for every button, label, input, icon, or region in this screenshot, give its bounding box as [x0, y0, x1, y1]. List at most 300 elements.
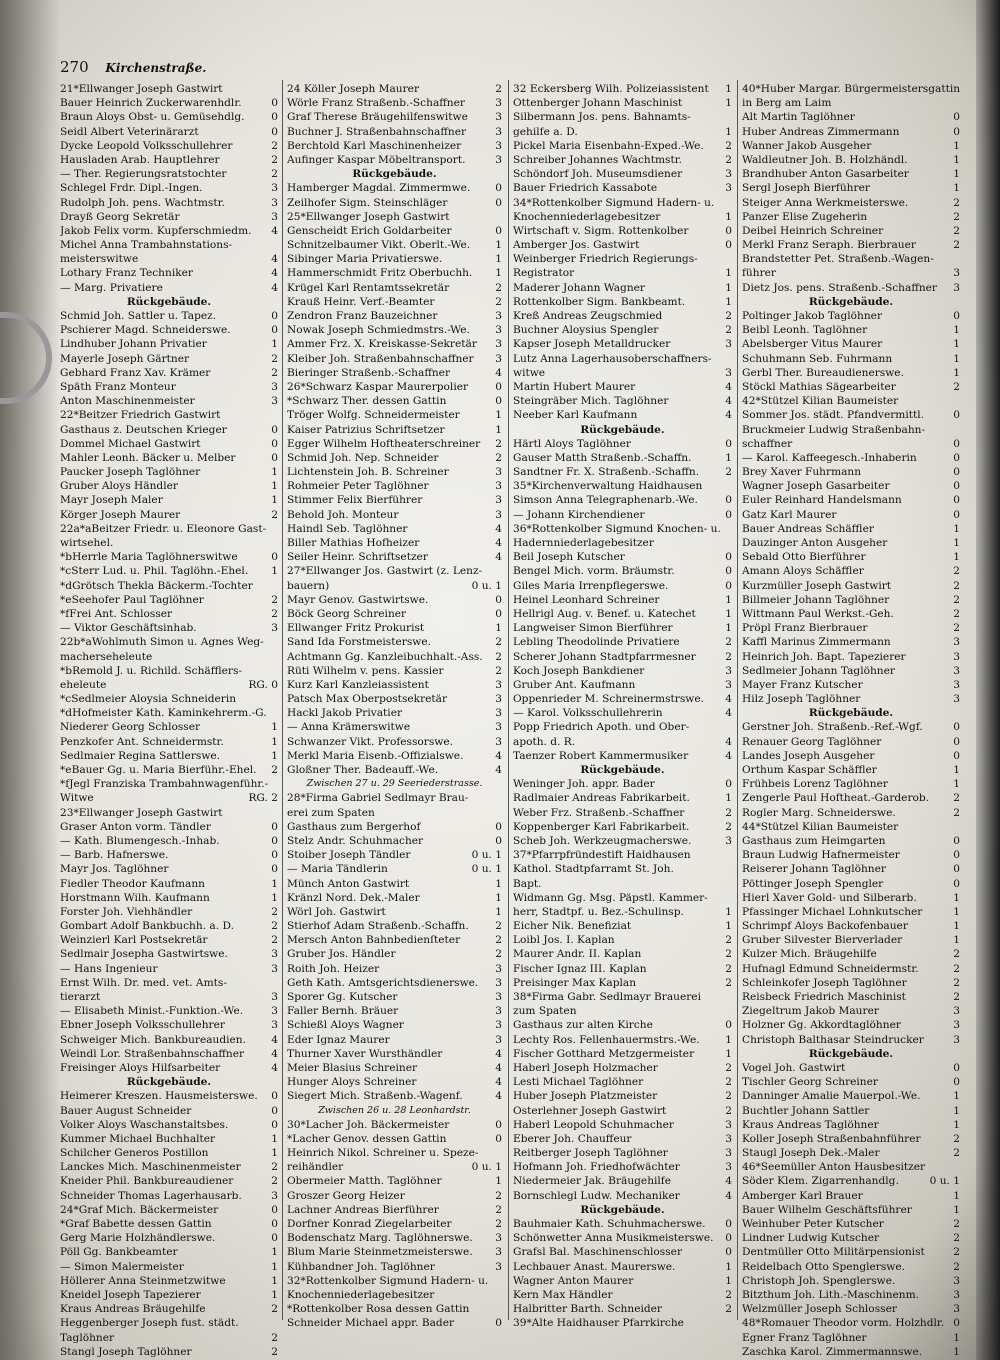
directory-entry — [742, 962, 960, 976]
floor-number: 1 — [725, 451, 732, 464]
entry-text: witwe — [513, 366, 546, 379]
entry-text: Seidl Albert Veterinärarzt — [60, 125, 199, 138]
entry-text: Hunger Aloys Schreiner — [287, 1076, 417, 1089]
directory-entry — [513, 1075, 732, 1089]
directory-entry — [60, 266, 278, 280]
entry-text: 22a*aBeitzer Friedr. u. Eleonore Gast- — [60, 522, 267, 535]
entry-text: 25*Ellwanger Joseph Gastwirt — [287, 210, 450, 223]
directory-entry — [287, 96, 502, 110]
floor-number: 2 — [953, 976, 960, 989]
floor-number: 0 — [953, 508, 960, 521]
floor-number: 4 — [271, 1047, 278, 1060]
entry-text: Kaiser Patrizius Schriftsetzer — [287, 423, 445, 436]
directory-entry — [60, 323, 278, 337]
floor-number: 2 — [271, 1303, 278, 1316]
directory-entry — [60, 564, 278, 578]
directory-entry — [513, 1033, 732, 1047]
floor-number: 2 — [271, 905, 278, 918]
entry-text: Beibl Leonh. Taglöhner — [742, 324, 868, 337]
floor-number: 4 — [725, 693, 732, 706]
directory-entry — [742, 1217, 960, 1231]
floor-number: 3 — [953, 664, 960, 677]
directory-entry — [742, 692, 960, 706]
directory-entry — [60, 1245, 278, 1259]
entry-text: Jakob Felix vorm. Kupferschmiedm. — [60, 224, 252, 237]
entry-text: führer — [742, 267, 776, 280]
directory-entry — [513, 210, 732, 224]
floor-number: 2 — [953, 593, 960, 606]
floor-number: 2 — [495, 636, 502, 649]
directory-entry — [513, 664, 732, 678]
floor-number: 1 — [725, 920, 732, 933]
directory-entry — [60, 579, 278, 593]
directory-entry — [513, 437, 732, 451]
floor-number: 3 — [953, 693, 960, 706]
floor-number: 2 — [495, 664, 502, 677]
entry-text: Eder Ignaz Maurer — [287, 1033, 390, 1046]
directory-entry — [287, 692, 502, 706]
directory-entry — [513, 337, 732, 351]
directory-entry — [60, 919, 278, 933]
floor-number: 1 — [271, 466, 278, 479]
floor-number: 2 — [725, 1303, 732, 1316]
entry-text: Bitzthum Joh. Lith.-Maschinenm. — [742, 1288, 920, 1301]
directory-entry — [513, 110, 732, 124]
floor-number: 2 — [725, 820, 732, 833]
floor-number: 3 — [495, 962, 502, 975]
directory-entry — [60, 1260, 278, 1274]
directory-entry — [60, 153, 278, 167]
entry-text: meisterswitwe — [60, 253, 139, 266]
floor-number: 0 u. 1 — [471, 849, 502, 862]
floor-number: 1 — [953, 324, 960, 337]
floor-number: 1 — [953, 168, 960, 181]
floor-number: 4 — [495, 1076, 502, 1089]
directory-entry — [742, 720, 960, 734]
entry-text: bauern) — [287, 579, 330, 592]
entry-text: Pröpl Franz Bierbrauer — [742, 622, 868, 635]
floor-number: 2 — [953, 210, 960, 223]
floor-number: 2 — [953, 579, 960, 592]
entry-text: Biller Mathias Hofheizer — [287, 537, 420, 549]
entry-text: Lanckes Mich. Maschinenmeister — [60, 1161, 241, 1174]
directory-entry — [742, 309, 960, 323]
directory-entry — [60, 933, 278, 947]
floor-number: 4 — [725, 380, 732, 393]
entry-text: Kneidel Joseph Tapezierer — [60, 1288, 201, 1301]
floor-number: 1 — [495, 423, 502, 436]
directory-entry — [513, 224, 732, 238]
directory-entry — [742, 153, 960, 167]
floor-number: 1 — [953, 778, 960, 791]
directory-entry — [60, 621, 278, 635]
floor-number: 1 — [725, 97, 732, 110]
directory-entry — [513, 323, 732, 337]
entry-text: 44*Stützel Kilian Baumeister — [742, 820, 899, 833]
entry-text: Schrimpf Aloys Backofenbauer — [742, 920, 908, 933]
directory-entry — [513, 777, 732, 791]
entry-text: Späth Franz Monteur — [60, 380, 176, 393]
entry-text: Hammerschmidt Fritz Oberbuchh. — [287, 267, 473, 280]
floor-number: 2 — [495, 1218, 502, 1230]
entry-text: Sedlmaier Regina Sattlerswe. — [60, 749, 221, 762]
directory-entry — [60, 862, 278, 876]
directory-entry — [513, 139, 732, 153]
entry-text: Popp Friedrich Apoth. und Ober- — [513, 721, 690, 734]
directory-entry — [60, 252, 278, 266]
entry-text: — Hans Ingenieur — [60, 962, 158, 975]
directory-entry — [287, 224, 502, 238]
directory-entry — [60, 664, 278, 678]
floor-number: 2 — [953, 224, 960, 237]
directory-entry — [60, 550, 278, 564]
directory-entry — [287, 82, 502, 96]
floor-number: 2 — [725, 310, 732, 322]
entry-text: Koppenberger Karl Fabrikarbeit. — [513, 820, 690, 833]
entry-text: Gasthaus zur alten Kirche — [513, 1019, 653, 1032]
entry-text: Rückgebäude. — [808, 707, 894, 720]
directory-entry — [287, 678, 502, 692]
floor-number: 3 — [495, 139, 502, 152]
floor-number: 0 — [271, 437, 278, 450]
directory-entry — [513, 238, 732, 252]
entry-text: Dorfner Konrad Ziegelarbeiter — [287, 1218, 452, 1230]
entry-text: Bauer Heinrich Zuckerwarenhdlr. — [60, 97, 242, 110]
floor-number: RG. 2 — [248, 792, 278, 805]
entry-text: Kaffl Marinus Zimmermann — [742, 636, 891, 649]
directory-entry — [287, 408, 502, 422]
directory-entry — [742, 479, 960, 493]
floor-number: 2 — [495, 437, 502, 450]
entry-text: Sommer Jos. städt. Pfandvermittl. — [742, 409, 924, 422]
directory-entry — [60, 536, 278, 550]
directory-entry — [513, 1260, 732, 1274]
directory-entry — [287, 550, 502, 564]
floor-number: 1 — [495, 267, 502, 280]
floor-number: 2 — [271, 366, 278, 379]
directory-entry — [742, 1018, 960, 1032]
floor-number: 2 — [953, 565, 960, 578]
floor-number: 3 — [725, 1161, 732, 1174]
directory-entry — [513, 749, 732, 763]
floor-number: 3 — [495, 153, 502, 166]
directory-entry — [287, 962, 502, 976]
entry-text: Bodenschatz Marg. Taglöhnerswe. — [287, 1232, 473, 1245]
entry-text: Billmeier Johann Taglöhner — [742, 593, 890, 606]
directory-entry — [742, 763, 960, 777]
column-divider — [737, 80, 738, 1320]
entry-text: *eBauer Gg. u. Maria Bierführ.-Ehel. — [60, 764, 257, 776]
entry-text: Frühbeis Lorenz Taglöhner — [742, 778, 888, 791]
entry-text: Zwischen 26 u. 28 Leonhardstr. — [318, 1104, 471, 1116]
entry-text: herr, Stadtpf. u. Bez.-Schulinsp. — [513, 905, 684, 918]
directory-entry — [60, 763, 278, 777]
entry-text: Nowak Joseph Schmiedmstrs.-We. — [287, 324, 470, 337]
directory-entry — [287, 508, 502, 522]
entry-text: Schöndorf Joh. Museumsdiener — [513, 168, 683, 181]
floor-number: 2 — [271, 764, 278, 776]
floor-number: 1 — [953, 920, 960, 933]
directory-entry — [513, 394, 732, 408]
floor-number: 3 — [495, 721, 502, 734]
floor-number: 3 — [495, 693, 502, 706]
floor-number: 0 — [953, 1317, 960, 1330]
entry-text: Vogel Joh. Gastwirt — [742, 1061, 846, 1074]
entry-text: Registrator — [513, 267, 575, 280]
directory-entry — [60, 167, 278, 181]
directory-entry — [513, 1104, 732, 1118]
floor-number: 0 — [271, 863, 278, 876]
floor-number: 1 — [495, 1175, 502, 1188]
entry-text: Lutz Anna Lagerhausoberschaffners- — [513, 352, 712, 365]
directory-entry — [287, 706, 502, 720]
column-3 — [513, 82, 732, 1331]
entry-text: 27*Ellwanger Jos. Gastwirt (z. Lenz- — [287, 565, 483, 578]
directory-entry — [742, 1146, 960, 1160]
floor-number: 4 — [495, 537, 502, 549]
entry-text: Zwischen 27 u. 29 Seeriederstrasse. — [306, 778, 483, 790]
floor-number: 2 — [953, 1232, 960, 1245]
directory-entry — [742, 1132, 960, 1146]
directory-entry — [742, 1075, 960, 1089]
entry-text: Sandtner Fr. X. Straßenb.-Schaffn. — [513, 466, 700, 479]
directory-entry — [513, 295, 732, 309]
floor-number: 3 — [953, 1033, 960, 1046]
entry-text: *Graf Babette dessen Gattin — [60, 1218, 212, 1230]
floor-number: 2 — [495, 1189, 502, 1202]
directory-entry — [60, 125, 278, 139]
directory-entry — [513, 1132, 732, 1146]
entry-text: Achtmann Gg. Kanzleibuchhalt.-Ass. — [287, 650, 483, 663]
entry-text: Huber Joseph Platzmeister — [513, 1090, 658, 1103]
directory-entry — [287, 423, 502, 437]
floor-number: 3 — [953, 636, 960, 649]
directory-entry — [60, 735, 278, 749]
directory-entry — [513, 493, 732, 507]
directory-entry — [287, 1189, 502, 1203]
directory-entry — [60, 96, 278, 110]
floor-number: 3 — [495, 324, 502, 337]
entry-text: Ottenberger Johann Maschinist — [513, 97, 683, 110]
entry-text: Körger Joseph Maurer — [60, 508, 181, 521]
floor-number: 0 — [495, 1118, 502, 1131]
directory-entry — [60, 309, 278, 323]
column-4 — [742, 82, 960, 1359]
directory-entry — [742, 437, 960, 451]
entry-text: Eicher Nik. Benefiziat — [513, 920, 632, 933]
floor-number: 3 — [495, 976, 502, 989]
floor-number: 3 — [271, 1005, 278, 1018]
entry-text: Haindl Seb. Taglöhner — [287, 522, 408, 535]
floor-number: 0 — [271, 423, 278, 436]
directory-entry — [742, 905, 960, 919]
entry-text: Paucker Joseph Taglöhner — [60, 466, 201, 479]
directory-entry — [742, 1118, 960, 1132]
directory-entry — [742, 196, 960, 210]
directory-entry — [513, 522, 732, 536]
floor-number: 2 — [725, 324, 732, 337]
entry-text: Stangl Joseph Taglöhner — [60, 1345, 192, 1358]
floor-number: 0 — [725, 1246, 732, 1259]
directory-entry — [60, 791, 278, 805]
directory-entry — [287, 621, 502, 635]
floor-number: 2 — [271, 153, 278, 166]
floor-number: 3 — [953, 1288, 960, 1301]
directory-entry — [513, 366, 732, 380]
entry-text: Holzner Gg. Akkordtaglöhner — [742, 1019, 901, 1032]
floor-number: 0 — [953, 494, 960, 507]
floor-number: 3 — [725, 338, 732, 351]
street-note — [287, 1104, 502, 1118]
directory-entry — [287, 891, 502, 905]
floor-number: 2 — [953, 1260, 960, 1273]
entry-text: Taenzer Robert Kammermusiker — [513, 749, 689, 762]
floor-number: 0 — [953, 111, 960, 124]
directory-entry — [287, 1160, 502, 1174]
entry-text: 37*Pfarrpfründestift Haidhausen — [513, 849, 691, 862]
entry-text: Haberl Leopold Schuhmacher — [513, 1118, 674, 1131]
directory-entry — [287, 593, 502, 607]
floor-number: 4 — [271, 1061, 278, 1074]
directory-entry — [513, 579, 732, 593]
entry-text: Ernst Wilh. Dr. med. vet. Amts- — [60, 976, 227, 989]
entry-text: Rückgebäude. — [580, 423, 665, 436]
entry-text: Weinberger Friedrich Regierungs- — [513, 253, 698, 266]
floor-number: 3 — [725, 1132, 732, 1145]
directory-entry — [742, 167, 960, 181]
directory-entry — [742, 96, 960, 110]
floor-number: 4 — [495, 749, 502, 762]
directory-entry — [513, 1047, 732, 1061]
floor-number: 2 — [953, 1132, 960, 1145]
entry-text: 28*Firma Gabriel Sedlmayr Brau- — [287, 792, 469, 805]
floor-number: 3 — [495, 1232, 502, 1245]
entry-text: Kummer Michael Buchhalter — [60, 1132, 216, 1145]
entry-text: 22b*aWohlmuth Simon u. Agnes Weg- — [60, 636, 264, 649]
entry-text: Pöll Gg. Bankbeamter — [60, 1246, 178, 1259]
directory-entry — [60, 408, 278, 422]
directory-entry — [513, 96, 732, 110]
directory-entry — [513, 1174, 732, 1188]
floor-number: 0 — [953, 466, 960, 479]
floor-number: 0 — [271, 1218, 278, 1230]
entry-text: Obermeier Matth. Taglöhner — [287, 1175, 442, 1188]
floor-number: 0 — [495, 380, 502, 393]
floor-number: 3 — [495, 1005, 502, 1018]
entry-text: Langweiser Simon Bierführer — [513, 622, 673, 635]
directory-entry — [287, 522, 502, 536]
entry-text: Alt Martin Taglöhner — [742, 111, 855, 124]
directory-entry — [287, 1217, 502, 1231]
floor-number: 0 — [271, 849, 278, 862]
entry-text: Forster Joh. Viehhändler — [60, 905, 193, 918]
directory-entry — [742, 1104, 960, 1118]
entry-text: Panzer Elise Zugeherin — [742, 210, 868, 223]
entry-text: Gauser Matth Straßenb.-Schaffn. — [513, 451, 692, 464]
directory-entry — [287, 905, 502, 919]
floor-number: 0 — [953, 310, 960, 322]
floor-number: 3 — [495, 1260, 502, 1273]
floor-number: 1 — [725, 125, 732, 138]
floor-number: 1 — [953, 551, 960, 564]
directory-entry — [60, 976, 278, 990]
floor-number: 3 — [725, 678, 732, 691]
entry-text: Egger Wilhelm Hoftheaterschreiner — [287, 437, 481, 450]
section-heading — [60, 295, 278, 309]
entry-text: — Kath. Blumengesch.-Inhab. — [60, 834, 220, 847]
entry-text: Osterlehner Joseph Gastwirt — [513, 1104, 667, 1117]
directory-entry — [742, 323, 960, 337]
floor-number: 0 — [271, 1203, 278, 1216]
directory-entry — [287, 196, 502, 210]
entry-text: Ziegeltrum Jakob Maurer — [742, 1005, 879, 1018]
entry-text: Berchtold Karl Maschinenheizer — [287, 139, 462, 152]
directory-entry — [742, 1160, 960, 1174]
floor-number: 1 — [953, 139, 960, 152]
entry-text: — Simon Malermeister — [60, 1260, 184, 1273]
directory-entry — [60, 1274, 278, 1288]
directory-entry — [742, 522, 960, 536]
floor-number: 2 — [271, 607, 278, 620]
floor-number: 3 — [495, 508, 502, 521]
entry-text: Huber Andreas Zimmermann — [742, 125, 900, 138]
floor-number: 0 — [495, 607, 502, 620]
entry-text: Schleinkofer Joseph Taglöhner — [742, 976, 907, 989]
entry-text: Sedlmeier Johann Taglöhner — [742, 664, 895, 677]
floor-number: 4 — [271, 281, 278, 294]
entry-text: wirtsehel. — [60, 537, 114, 549]
directory-entry — [60, 366, 278, 380]
entry-text: Krauß Heinr. Verf.-Beamter — [287, 295, 435, 308]
floor-number: 1 — [725, 622, 732, 635]
directory-entry — [60, 196, 278, 210]
floor-number: 1 — [271, 735, 278, 748]
entry-text: Krügel Karl Rentamtssekretär — [287, 281, 450, 294]
directory-entry — [60, 238, 278, 252]
directory-entry — [742, 1231, 960, 1245]
floor-number: 0 — [271, 125, 278, 138]
entry-text: Schwanzer Vikt. Professorswe. — [287, 735, 453, 748]
floor-number: 0 — [953, 863, 960, 876]
entry-text: Gebhard Franz Xav. Krämer — [60, 366, 211, 379]
entry-text: Amberger Karl Brauer — [742, 1189, 863, 1202]
directory-entry — [287, 791, 502, 805]
entry-text: Braun Aloys Obst- u. Gemüsehdlg. — [60, 111, 245, 124]
directory-entry — [60, 1302, 278, 1316]
entry-text: Thurner Xaver Wursthändler — [287, 1047, 443, 1060]
section-heading — [742, 295, 960, 309]
directory-entry — [513, 947, 732, 961]
directory-entry — [60, 1118, 278, 1132]
floor-number: 0 — [725, 579, 732, 592]
entry-text: Behold Joh. Monteur — [287, 508, 399, 521]
directory-entry — [513, 181, 732, 195]
directory-entry — [60, 1203, 278, 1217]
directory-entry — [287, 1089, 502, 1103]
floor-number: 0 — [495, 1132, 502, 1145]
floor-number: 0 — [271, 451, 278, 464]
directory-entry — [287, 564, 502, 578]
floor-number: 0 — [725, 494, 732, 507]
entry-text: Wirtschaft v. Sigm. Rottenkolber — [513, 224, 689, 237]
floor-number: 1 — [725, 607, 732, 620]
directory-entry — [742, 181, 960, 195]
floor-number: 0 — [953, 480, 960, 493]
directory-entry — [287, 919, 502, 933]
directory-entry — [742, 891, 960, 905]
directory-entry — [742, 451, 960, 465]
directory-entry — [742, 947, 960, 961]
